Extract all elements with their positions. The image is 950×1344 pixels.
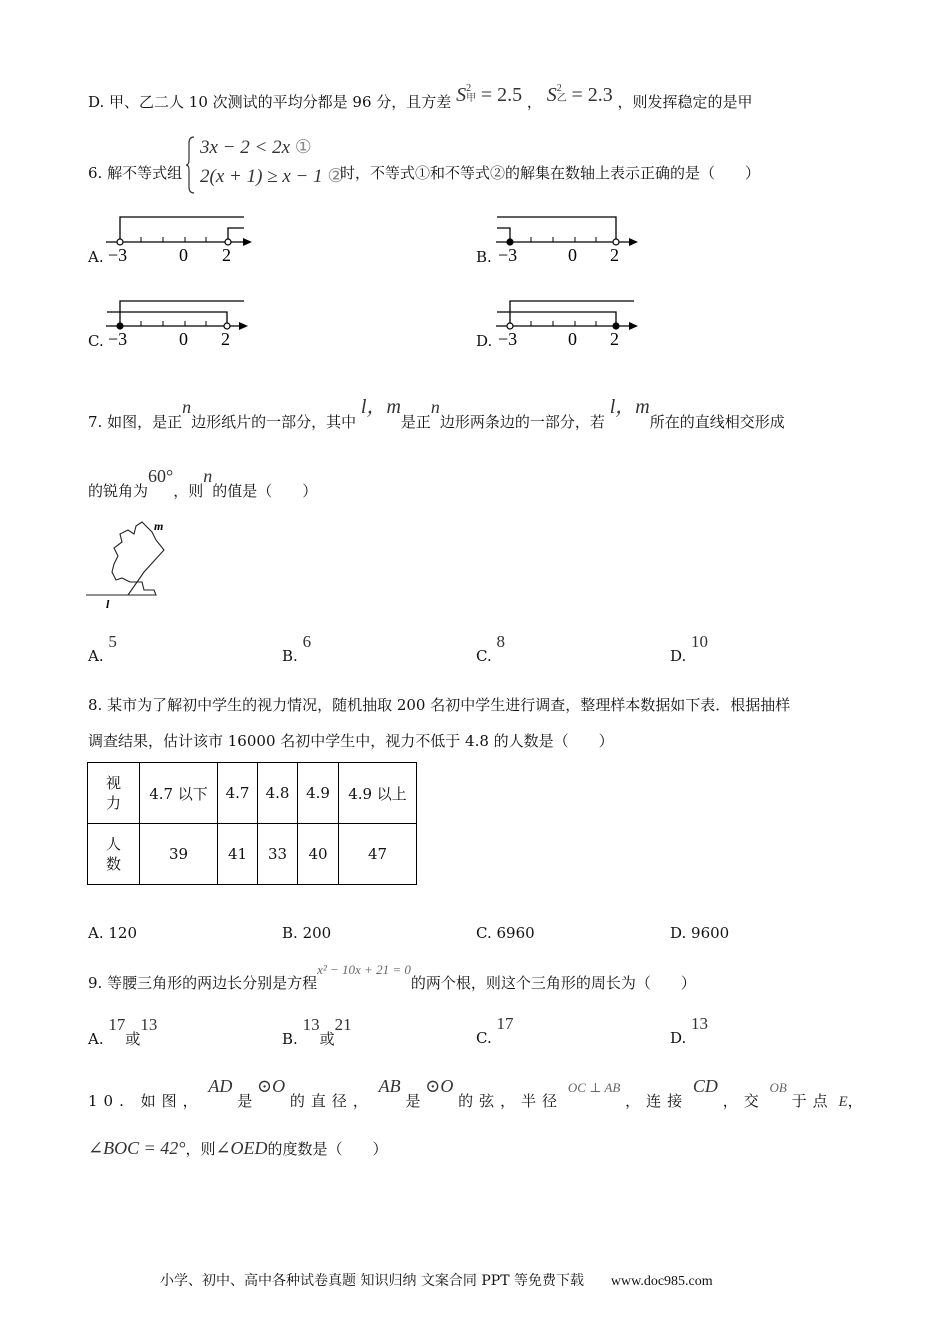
q6d-tick-0: 0 <box>568 329 577 349</box>
q6-option-a-label[interactable]: A. <box>88 248 104 266</box>
page-footer <box>160 1270 713 1290</box>
q8-option-c-label: C. <box>476 924 492 942</box>
q7-t5: 所在的直线相交形成 <box>649 413 785 431</box>
q10-ad: AD <box>208 1076 233 1096</box>
q5-option-d <box>88 83 753 111</box>
q7-fig-l-label: l <box>106 597 110 611</box>
table-header-vision: 视力 <box>88 763 140 824</box>
q7-lm1: l，m <box>360 396 401 418</box>
q10-t3: 的直径， <box>289 1092 374 1110</box>
table-cell: 39 <box>140 824 218 885</box>
q7-option-d[interactable] <box>670 632 709 665</box>
q7-option-b-label: B. <box>282 647 298 665</box>
q10-ob: OB <box>769 1080 787 1095</box>
q9-option-d-label: D. <box>670 1029 687 1047</box>
q5d-suffix: ，则发挥稳定的是甲 <box>617 93 753 111</box>
q9-option-b-label: B. <box>282 1030 298 1048</box>
q9-option-d-v1: 13 <box>691 1014 709 1033</box>
table-cell: 4.8 <box>258 763 298 824</box>
q10-target-angle: ∠OED <box>215 1138 268 1158</box>
q8-line1: 8. 某市为了解初中学生的视力情况，随机抽取 200 名初中学生进行调查，整理样本数据如下表．根据抽样 <box>88 696 791 714</box>
q6b-tick-2: 2 <box>610 245 619 265</box>
q9-stem <box>88 958 696 992</box>
q6d-tick-neg3: −3 <box>498 329 518 349</box>
q9-option-a-v2: 13 <box>140 1015 158 1034</box>
table-cell: 4.7 <box>218 763 258 824</box>
q8-option-a[interactable] <box>88 924 137 942</box>
q7-option-d-label: D. <box>670 647 687 665</box>
q6-option-b-numberline[interactable] <box>494 210 644 266</box>
q10-t1: 10. 如图， <box>88 1092 204 1110</box>
q6d-tick-2: 2 <box>610 329 619 349</box>
table-row <box>88 824 417 885</box>
q6b-tick-0: 0 <box>568 245 577 265</box>
q7-n2: n <box>430 397 440 417</box>
footer-url[interactable]: www.doc985.com <box>610 1274 713 1289</box>
table-cell: 4.9 以上 <box>339 763 417 824</box>
q9-option-b-or: 或 <box>319 1030 335 1048</box>
q5d-sep: ， <box>526 93 542 111</box>
q8-line2: 调查结果，估计该市 16000 名初中学生中，视力不低于 4.8 的人数是（ ） <box>88 732 614 750</box>
footer-text: 小学、初中、高中各种试卷真题 知识归纳 文案合同 PPT 等免费下载 <box>160 1273 584 1289</box>
q10-t8: 于点 <box>791 1092 834 1110</box>
q8-option-c[interactable] <box>476 924 535 942</box>
q6-mark1: ① <box>294 137 312 158</box>
q8-option-d[interactable] <box>670 924 729 942</box>
q10-t7: ，交 <box>722 1092 765 1110</box>
table-header-count: 人数 <box>88 824 140 885</box>
q7-line2-prefix: 的锐角为 <box>88 482 149 500</box>
q7-option-c-label: C. <box>476 647 492 665</box>
q6-ineq2: 2(x + 1) ≥ x − 1 <box>200 166 323 187</box>
q6-brace <box>186 136 196 194</box>
q10-circle-o-1: ⊙O <box>256 1076 286 1096</box>
q10-line2-mid: ，则 <box>185 1140 216 1158</box>
q10-circle-o-2: ⊙O <box>425 1076 454 1096</box>
q9-option-a-label: A. <box>88 1030 104 1048</box>
q7-option-c[interactable] <box>476 632 505 665</box>
q7-lm2: l，m <box>609 396 650 418</box>
q8-option-a-value: 120 <box>108 924 138 942</box>
q7-option-b[interactable] <box>282 632 312 665</box>
q9-prefix: 9. 等腰三角形的两边长分别是方程 <box>88 974 318 992</box>
table-cell: 47 <box>339 824 417 885</box>
table-cell: 4.9 <box>298 763 339 824</box>
q7-line2 <box>88 466 318 500</box>
q5d-s1-value: = 2.5 <box>480 84 523 106</box>
q6-ineq1: 3x − 2 < 2x <box>200 137 291 158</box>
q10-line2 <box>88 1138 388 1159</box>
q7-n1: n <box>182 397 192 417</box>
q10-t4: 是 <box>405 1092 421 1110</box>
q7-line1 <box>88 390 785 431</box>
q10-line2-suffix: 的度数是（ ） <box>267 1140 388 1158</box>
q6-mark2: ② <box>327 166 345 187</box>
q7-line2-mid: ，则 <box>173 482 204 500</box>
q7-n3: n <box>203 466 213 486</box>
q10-line1 <box>88 1076 863 1110</box>
q7-line2-suffix: 的值是（ ） <box>212 482 318 500</box>
q7-option-a[interactable] <box>88 632 117 665</box>
q9-option-a-v1: 17 <box>108 1015 126 1034</box>
table-cell: 40 <box>298 824 339 885</box>
q8-option-d-label: D. <box>670 924 687 942</box>
q9-option-c-v1: 17 <box>496 1014 514 1033</box>
q6c-tick-0: 0 <box>179 329 188 349</box>
table-cell: 33 <box>258 824 298 885</box>
q7-t2: 边形纸片的一部分，其中 <box>191 413 357 431</box>
q6a-tick-2: 2 <box>222 245 231 265</box>
q5d-s1: S2 甲 <box>456 83 477 106</box>
q6-prefix: 6. 解不等式组 <box>88 164 183 182</box>
q9-option-a-or: 或 <box>125 1030 141 1048</box>
q7-angle: 60° <box>148 466 174 486</box>
q8-option-a-label: A. <box>88 924 104 942</box>
q7-t1: 7. 如图，是正 <box>88 413 183 431</box>
q10-e: E <box>838 1094 848 1110</box>
q8-option-b-value: 200 <box>302 924 332 942</box>
q10-t9: ， <box>847 1092 863 1110</box>
q7-fig-m-label: m <box>154 519 164 533</box>
q7-option-a-label: A. <box>88 647 104 665</box>
q7-t4: 边形两条边的一部分，若 <box>439 413 605 431</box>
q6a-tick-0: 0 <box>179 245 188 265</box>
q7-option-a-value: 5 <box>108 632 117 651</box>
table-row <box>88 763 417 824</box>
q6-ineq1-line <box>200 136 312 159</box>
q10-angle: ∠BOC = 42° <box>88 1138 186 1158</box>
q6-option-b-label[interactable]: B. <box>476 248 492 266</box>
q6-option-c-label[interactable]: C. <box>88 332 104 350</box>
q7-option-c-value: 8 <box>496 632 505 651</box>
q6-option-c-numberline[interactable] <box>104 294 254 350</box>
q6-option-a-numberline[interactable] <box>104 210 254 266</box>
q7-option-b-value: 6 <box>302 632 312 651</box>
q9-option-b-v1: 13 <box>302 1015 320 1034</box>
q6-option-d-numberline[interactable] <box>494 294 644 350</box>
q10-t6: ，连接 <box>625 1092 689 1110</box>
q6-suffix: 时，不等式①和不等式②的解集在数轴上表示正确的是（ ） <box>340 164 761 182</box>
q9-suffix: 的两个根，则这个三角形的周长为（ ） <box>410 974 696 992</box>
q8-option-b-label: B. <box>282 924 298 942</box>
q10-perp: OC ⊥ AB <box>567 1080 621 1095</box>
q7-polygon-figure <box>84 518 174 612</box>
q9-option-d[interactable] <box>670 1014 709 1047</box>
q8-option-b[interactable] <box>282 924 331 942</box>
q10-t2: 是 <box>237 1092 253 1110</box>
q5d-s2: S2 乙 <box>546 83 567 106</box>
q9-option-b[interactable] <box>282 1014 352 1048</box>
q7-option-d-value: 10 <box>691 632 709 651</box>
q9-option-a[interactable] <box>88 1014 158 1048</box>
q9-option-c[interactable] <box>476 1014 514 1047</box>
q9-equation: x² − 10x + 21 = 0 <box>317 962 411 977</box>
q6c-tick-neg3: −3 <box>108 329 128 349</box>
q6a-tick-neg3: −3 <box>108 245 128 265</box>
table-cell: 4.7 以下 <box>140 763 218 824</box>
q8-vision-table <box>87 762 417 885</box>
q10-cd: CD <box>692 1076 718 1096</box>
q9-option-b-v2: 21 <box>334 1015 352 1034</box>
q8-option-d-value: 9600 <box>691 924 730 942</box>
q10-ab: AB <box>378 1076 401 1096</box>
table-cell: 41 <box>218 824 258 885</box>
q8-option-c-value: 6960 <box>496 924 535 942</box>
q6b-tick-neg3: −3 <box>498 245 518 265</box>
q6-ineq2-line <box>200 165 344 188</box>
q10-t5: 的弦，半径 <box>458 1092 564 1110</box>
q6c-tick-2: 2 <box>221 329 230 349</box>
q7-t3: 是正 <box>400 413 431 431</box>
q5d-s2-value: = 2.3 <box>571 84 613 106</box>
q6-option-d-label[interactable]: D. <box>476 332 493 350</box>
q5d-prefix: D. 甲、乙二人 10 次测试的平均分都是 96 分，且方差 <box>88 93 452 111</box>
q9-option-c-label: C. <box>476 1029 492 1047</box>
